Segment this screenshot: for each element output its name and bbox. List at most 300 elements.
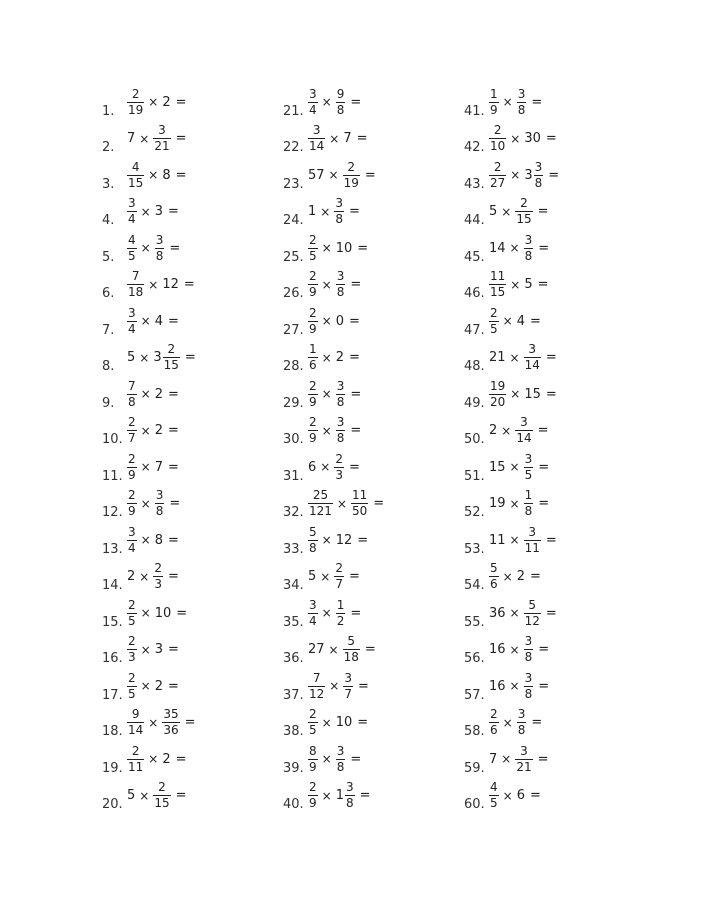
expression: [489, 267, 549, 303]
problem-number: 37.: [283, 687, 304, 703]
equals-sign: =: [167, 313, 179, 329]
expression: [127, 741, 187, 777]
problem-number: 46.: [464, 286, 485, 301]
problem-number: 57.: [464, 687, 485, 703]
numerator: 5: [347, 634, 356, 648]
numerator: 9: [131, 707, 140, 721]
fraction: [334, 562, 344, 591]
numerator: 2: [335, 561, 343, 575]
equals-sign: =: [364, 167, 376, 183]
equals-sign: =: [548, 167, 560, 183]
problem-number: 31.: [283, 468, 304, 484]
equals-sign: =: [167, 423, 179, 438]
expression: [308, 84, 361, 120]
expression: [308, 376, 361, 412]
times-sign: ×: [509, 350, 520, 365]
times-sign: ×: [140, 241, 151, 255]
expression: [308, 230, 368, 266]
denominator: 8: [524, 248, 533, 263]
problem-number: 16.: [102, 651, 123, 666]
equals-sign: =: [350, 423, 362, 438]
denominator: 8: [336, 102, 345, 117]
times-sign: ×: [140, 679, 151, 693]
equals-sign: =: [357, 678, 369, 694]
times-sign: ×: [321, 423, 332, 438]
numerator: 3: [336, 378, 345, 393]
expression: [308, 194, 360, 230]
denominator: 11: [128, 759, 144, 774]
numerator: 1: [524, 488, 533, 502]
integer: 15: [524, 386, 541, 402]
fraction: [524, 489, 534, 518]
problem-number: 13.: [102, 541, 123, 557]
numerator: 3: [528, 524, 537, 539]
denominator: 6: [490, 577, 498, 591]
fraction: [489, 124, 506, 153]
equals-sign: =: [529, 313, 541, 329]
whole-part: 3: [524, 167, 533, 183]
equals-sign: =: [184, 715, 196, 730]
expression: [308, 741, 361, 777]
times-sign: ×: [140, 642, 151, 657]
problem-number: 9.: [102, 395, 115, 411]
numerator: 3: [155, 232, 164, 247]
numerator: 3: [520, 743, 528, 758]
integer: 21: [489, 350, 506, 365]
equals-sign: =: [531, 715, 543, 730]
denominator: 8: [534, 175, 543, 190]
fraction: [343, 672, 353, 701]
equals-sign: =: [537, 423, 549, 438]
denominator: 6: [490, 723, 498, 737]
numerator: 3: [345, 780, 354, 794]
equals-sign: =: [183, 277, 195, 292]
equals-sign: =: [184, 350, 196, 365]
equals-sign: =: [167, 569, 179, 584]
equals-sign: =: [167, 678, 179, 694]
expression: [489, 303, 541, 339]
integer: 5: [308, 569, 317, 584]
numerator: 2: [128, 670, 136, 685]
numerator: 3: [158, 123, 166, 137]
denominator: 18: [128, 285, 144, 299]
fraction: [127, 307, 137, 336]
numerator: 3: [335, 196, 343, 210]
numerator: 1: [336, 597, 345, 612]
times-sign: ×: [320, 569, 331, 584]
equals-sign: =: [356, 131, 368, 146]
fraction: [163, 343, 180, 372]
fraction: [534, 161, 544, 190]
denominator: 9: [128, 467, 136, 482]
fraction: [524, 526, 541, 555]
fraction: [127, 161, 144, 190]
fraction: [308, 307, 318, 336]
denominator: 2: [336, 613, 345, 628]
numerator: 3: [128, 196, 136, 210]
problem-number: 35.: [283, 614, 304, 630]
integer: 5: [127, 788, 136, 803]
equals-sign: =: [350, 277, 362, 292]
equals-sign: =: [350, 605, 362, 621]
integer: 57: [308, 167, 325, 183]
times-sign: ×: [329, 131, 340, 146]
numerator: 3: [128, 524, 136, 539]
problem-number: 11.: [102, 468, 123, 484]
fraction: [127, 745, 144, 774]
denominator: 8: [335, 212, 343, 226]
problem-number: 24.: [283, 213, 304, 228]
fraction: [524, 453, 534, 482]
fraction: [489, 708, 499, 737]
integer: 0: [335, 313, 344, 329]
expression: [489, 449, 549, 485]
expression: [489, 705, 542, 741]
denominator: 27: [490, 175, 506, 190]
problem-number: 51.: [464, 468, 485, 484]
numerator: 9: [336, 86, 345, 101]
times-sign: ×: [140, 314, 151, 328]
equals-sign: =: [350, 386, 362, 402]
equals-sign: =: [176, 605, 188, 621]
denominator: 8: [309, 540, 317, 555]
numerator: 3: [524, 670, 533, 685]
denominator: 12: [524, 613, 540, 628]
denominator: 36: [163, 723, 179, 737]
fraction: [308, 380, 318, 409]
fraction: [127, 234, 137, 263]
expression: [308, 559, 360, 595]
times-sign: ×: [328, 642, 339, 657]
denominator: 10: [490, 139, 506, 153]
expression: [489, 778, 541, 814]
expression: [308, 157, 376, 193]
denominator: 8: [155, 504, 164, 518]
fraction: [334, 453, 344, 482]
fraction: [334, 197, 344, 226]
times-sign: ×: [502, 95, 513, 109]
problem-number: 8.: [102, 359, 115, 374]
problem-number: 1.: [102, 103, 115, 119]
times-sign: ×: [509, 606, 520, 620]
times-sign: ×: [509, 496, 520, 511]
denominator: 9: [309, 759, 317, 774]
denominator: 7: [335, 577, 343, 591]
problem-number: 36.: [283, 651, 304, 666]
denominator: 8: [336, 431, 345, 445]
integer: 2: [154, 386, 163, 402]
numerator: 5: [309, 524, 317, 539]
times-sign: ×: [509, 679, 520, 693]
denominator: 4: [128, 321, 136, 336]
times-sign: ×: [320, 204, 331, 219]
numerator: 2: [309, 378, 317, 393]
expression: [308, 340, 360, 376]
denominator: 9: [309, 321, 317, 336]
integer: 2: [127, 569, 136, 584]
integer: 10: [154, 605, 172, 621]
problem-number: 42.: [464, 140, 485, 155]
denominator: 4: [128, 540, 136, 555]
integer: 8: [162, 167, 171, 183]
fraction: [308, 343, 318, 372]
equals-sign: =: [167, 204, 179, 219]
times-sign: ×: [509, 241, 520, 255]
numerator: 2: [158, 780, 166, 794]
denominator: 8: [336, 285, 345, 299]
expression: [127, 340, 196, 376]
equals-sign: =: [538, 642, 550, 657]
problem-number: 47.: [464, 322, 485, 338]
problem-number: 15.: [102, 614, 123, 630]
denominator: 11: [524, 540, 540, 555]
denominator: 14: [524, 358, 540, 372]
expression: [127, 705, 196, 741]
fraction: [489, 161, 506, 190]
expression: [127, 84, 187, 120]
integer: 3: [154, 642, 163, 657]
equals-sign: =: [529, 569, 541, 584]
numerator: 3: [520, 415, 528, 429]
problem-number: 6.: [102, 286, 115, 301]
equals-sign: =: [537, 751, 549, 767]
fraction: [343, 161, 360, 190]
numerator: 3: [309, 86, 317, 101]
numerator: 3: [128, 305, 136, 320]
equals-sign: =: [538, 240, 550, 256]
denominator: 5: [128, 686, 136, 701]
problem-number: 34.: [283, 578, 304, 593]
times-sign: ×: [328, 168, 339, 182]
expression: [127, 303, 179, 339]
equals-sign: =: [167, 532, 179, 548]
fraction: [489, 307, 499, 336]
numerator: 2: [520, 196, 528, 210]
expression: [308, 668, 369, 704]
denominator: 9: [309, 394, 317, 409]
fraction: [489, 562, 499, 591]
expression: [127, 668, 179, 704]
expression: [308, 121, 368, 157]
problem-number: 20.: [102, 797, 123, 812]
integer: 2: [335, 350, 344, 365]
fraction: [343, 635, 360, 664]
numerator: 2: [128, 451, 136, 466]
equals-sign: =: [167, 386, 179, 402]
times-sign: ×: [501, 752, 512, 766]
integer: 5: [489, 204, 498, 219]
denominator: 3: [128, 650, 136, 664]
numerator: 3: [312, 123, 321, 137]
problem-number: 58.: [464, 724, 485, 739]
numerator: 35: [163, 707, 179, 721]
integer: 10: [335, 240, 353, 256]
problem-number: 5.: [102, 249, 115, 265]
expression: [127, 230, 180, 266]
denominator: 8: [336, 394, 345, 409]
fraction: [517, 88, 527, 117]
problem-number: 33.: [283, 541, 304, 557]
numerator: 2: [128, 634, 136, 648]
fraction: [308, 234, 318, 263]
problem-number: 60.: [464, 797, 485, 812]
equals-sign: =: [175, 131, 187, 146]
integer: 6: [308, 459, 317, 475]
denominator: 8: [517, 723, 526, 737]
times-sign: ×: [140, 423, 151, 438]
denominator: 9: [309, 431, 317, 445]
expression: [489, 559, 541, 595]
fraction: [489, 88, 499, 117]
expression: [489, 84, 542, 120]
denominator: 3: [154, 577, 162, 591]
times-sign: ×: [321, 241, 332, 255]
times-sign: ×: [510, 131, 521, 146]
fraction: [308, 124, 325, 153]
expression: [127, 267, 195, 303]
problem-number: 29.: [283, 395, 304, 411]
denominator: 121: [309, 504, 332, 518]
integer: 7: [343, 131, 352, 146]
integer: 2: [154, 423, 163, 438]
fraction: [127, 672, 137, 701]
denominator: 3: [335, 467, 343, 482]
fraction: [336, 270, 346, 299]
problem-number: 22.: [283, 140, 304, 155]
times-sign: ×: [140, 204, 151, 219]
integer: 12: [162, 277, 179, 292]
fraction: [351, 489, 368, 518]
integer: 2: [162, 751, 171, 767]
integer: 1: [308, 204, 317, 219]
problem-number: 4.: [102, 213, 115, 228]
problem-number: 59.: [464, 760, 485, 776]
equals-sign: =: [537, 277, 549, 292]
problem-number: 23.: [283, 176, 304, 192]
equals-sign: =: [545, 386, 557, 402]
equals-sign: =: [175, 788, 187, 803]
equals-sign: =: [529, 788, 541, 803]
integer: 7: [127, 131, 136, 146]
numerator: 11: [490, 269, 506, 283]
fraction: [336, 599, 346, 628]
times-sign: ×: [148, 168, 159, 182]
fraction: [127, 489, 137, 518]
fraction: [155, 489, 165, 518]
fraction: [524, 234, 534, 263]
times-sign: ×: [140, 606, 151, 620]
times-sign: ×: [139, 788, 150, 803]
integer: 4: [154, 313, 163, 329]
times-sign: ×: [501, 204, 512, 219]
expression: [127, 376, 179, 412]
numerator: 3: [336, 269, 345, 283]
problem-number: 26.: [283, 286, 304, 301]
integer: 5: [524, 277, 533, 292]
times-sign: ×: [510, 387, 521, 401]
integer: 36: [489, 605, 506, 621]
expression: [489, 376, 557, 412]
fraction: [489, 781, 499, 810]
fraction: [515, 197, 532, 226]
expression: [308, 705, 368, 741]
denominator: 15: [128, 175, 144, 190]
expression: [127, 778, 187, 814]
equals-sign: =: [537, 204, 549, 219]
expression: [489, 668, 549, 704]
integer: 2: [489, 423, 498, 438]
fraction: [515, 416, 532, 445]
times-sign: ×: [321, 350, 332, 365]
problem-number: 54.: [464, 578, 485, 593]
fraction: [162, 708, 179, 737]
numerator: 2: [128, 415, 136, 429]
equals-sign: =: [348, 459, 360, 475]
denominator: 9: [309, 285, 317, 299]
integer: 2: [516, 569, 525, 584]
numerator: 4: [131, 159, 140, 174]
integer: 5: [127, 350, 136, 365]
numerator: 5: [528, 597, 537, 612]
whole-part: 3: [153, 350, 162, 365]
integer: 19: [489, 496, 506, 511]
fraction: [308, 526, 318, 555]
times-sign: ×: [320, 460, 331, 474]
times-sign: ×: [140, 533, 151, 547]
fraction: [127, 708, 144, 737]
denominator: 5: [128, 613, 136, 628]
numerator: 3: [344, 670, 352, 685]
denominator: 4: [309, 613, 317, 628]
expression: [127, 157, 187, 193]
expression: [308, 449, 360, 485]
equals-sign: =: [350, 751, 362, 767]
denominator: 19: [128, 102, 144, 117]
numerator: 3: [155, 488, 164, 502]
equals-sign: =: [545, 605, 557, 621]
numerator: 3: [534, 159, 543, 174]
integer: 12: [335, 532, 353, 548]
problem-number: 52.: [464, 505, 485, 520]
problem-number: 44.: [464, 213, 485, 228]
numerator: 3: [524, 232, 533, 247]
equals-sign: =: [350, 94, 362, 110]
denominator: 8: [524, 504, 533, 518]
integer: 2: [162, 94, 171, 110]
problem-number: 19.: [102, 760, 123, 776]
fraction: [153, 562, 163, 591]
expression: [489, 230, 549, 266]
denominator: 8: [524, 686, 533, 701]
fraction: [336, 88, 346, 117]
fraction: [345, 781, 355, 810]
denominator: 7: [128, 431, 136, 445]
denominator: 7: [344, 686, 352, 701]
denominator: 15: [154, 796, 170, 810]
expression: [308, 413, 361, 449]
times-sign: ×: [502, 788, 513, 803]
numerator: 3: [517, 86, 526, 101]
expression: [308, 778, 371, 814]
expression: [127, 522, 179, 558]
times-sign: ×: [510, 168, 521, 182]
denominator: 50: [351, 504, 368, 518]
equals-sign: =: [364, 642, 376, 657]
fraction: [308, 416, 318, 445]
denominator: 5: [490, 796, 498, 810]
fraction: [127, 270, 144, 299]
expression: [308, 595, 361, 631]
